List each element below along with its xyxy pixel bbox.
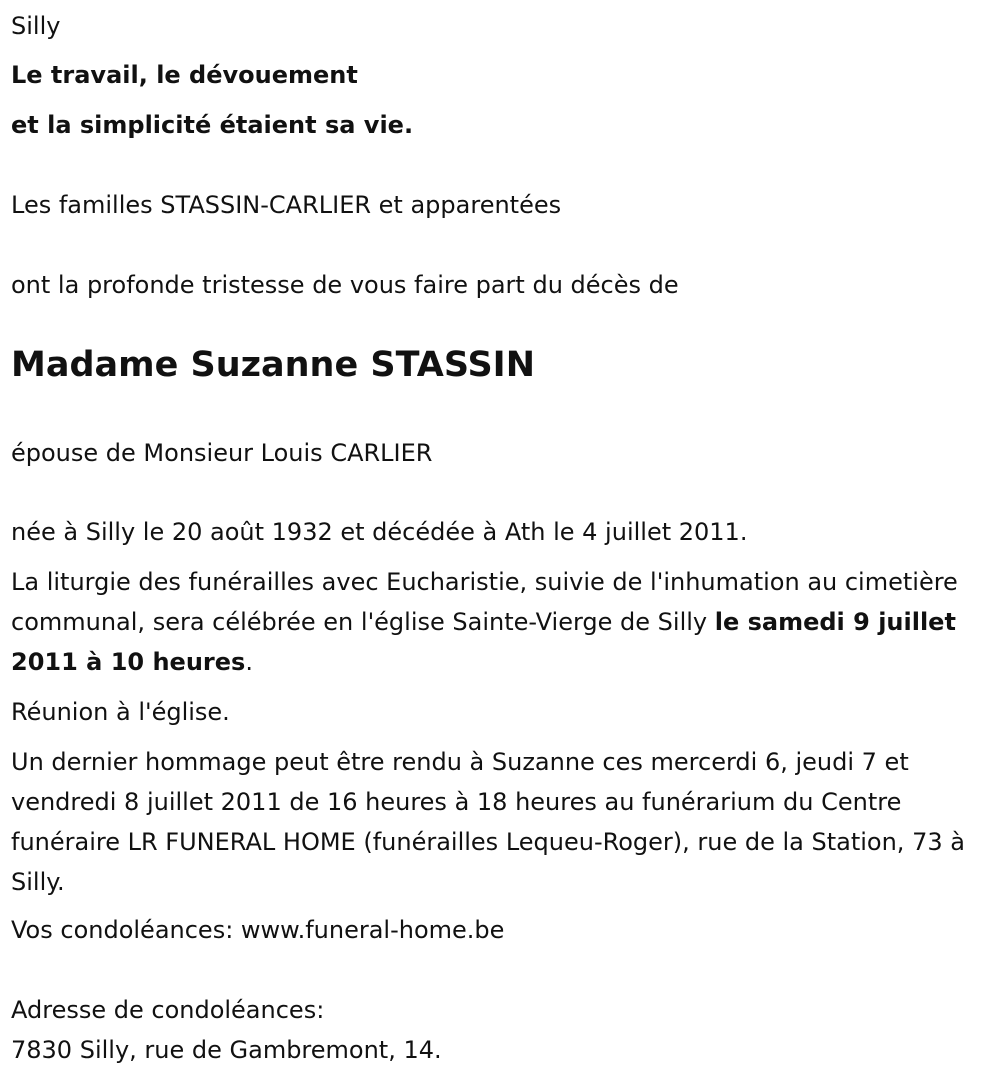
place-name: Silly [11, 12, 61, 40]
spouse-line: épouse de Monsieur Louis CARLIER [11, 439, 433, 467]
deceased-name: Madame Suzanne STASSIN [11, 345, 535, 385]
motto-line-2: et la simplicité étaient sa vie. [11, 111, 414, 139]
condolences-web: Vos condoléances: www.funeral-home.be [11, 916, 505, 944]
announcement-line: ont la profonde tristesse de vous faire part du décès de [11, 271, 679, 299]
meeting-line: Réunion à l'église. [11, 698, 230, 726]
address-value: 7830 Silly, rue de Gambremont, 14. [11, 1036, 442, 1064]
address-label: Adresse de condoléances: [11, 996, 325, 1024]
families-line: Les familles STASSIN-CARLIER et apparentées [11, 191, 562, 219]
liturgy-text: La liturgie des funérailles avec Eucharistie, suivie de l'inhumation au cimetière communal, sera célébrée en l'église Sainte-Vierge de Silly [11, 568, 958, 636]
liturgy-paragraph [11, 562, 986, 682]
liturgy-date: le samedi 9 juillet 2011 à 10 heures [11, 608, 956, 676]
birth-death-line: née à Silly le 20 août 1932 et décédée à Ath le 4 juillet 2011. [11, 518, 748, 546]
liturgy-end: . [245, 648, 253, 676]
tribute-paragraph: Un dernier hommage peut être rendu à Suzanne ces mercerdi 6, jeudi 7 et vendredi 8 juillet 2011 de 16 heures à 18 heures au funérarium du Centre funéraire LR FUNERAL HOME (funérailles Lequeu-Roger), rue de la Station, 73 à Silly. [11, 748, 965, 896]
motto-line-1: Le travail, le dévouement [11, 61, 358, 89]
